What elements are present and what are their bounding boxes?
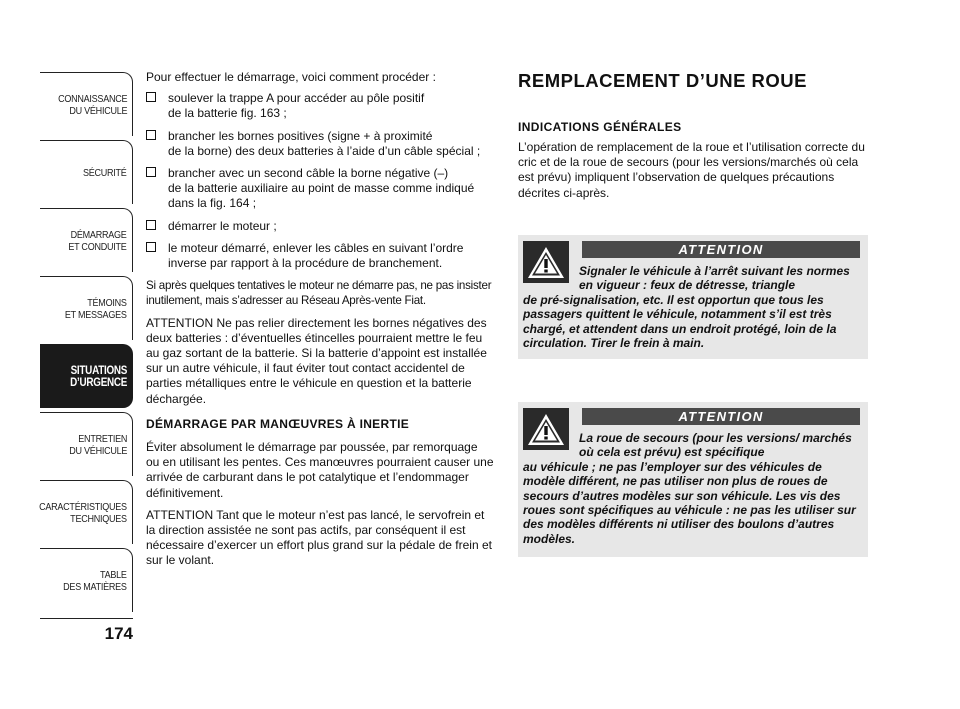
checkbox-bullet-icon <box>146 92 156 102</box>
tab-label: DU VÉHICULE <box>68 104 127 117</box>
tab-caracteristiques-techniques[interactable] <box>40 480 133 544</box>
tab-label: TÉMOINS <box>87 296 127 309</box>
warning-triangle-icon <box>523 241 569 283</box>
checkbox-bullet-icon <box>146 167 156 177</box>
warning-banner: ATTENTION <box>582 241 860 258</box>
tab-label: ENTRETIEN <box>77 432 127 445</box>
bullet-line: soulever la trappe A pour accéder au pôle positif <box>168 91 425 106</box>
left-column <box>146 70 494 576</box>
list-item <box>146 166 494 212</box>
tab-demarrage-conduite[interactable] <box>40 208 133 272</box>
list-item <box>146 241 494 271</box>
intro-text: Pour effectuer le démarrage, voici comment procéder : <box>146 70 436 84</box>
body-paragraph: Si après quelques tentatives le moteur ne démarre pas, ne pas insister inutilement, mais s’adresser au Réseau Après-vente Fiat. <box>146 279 492 308</box>
page-title: REMPLACEMENT D’UNE ROUE <box>518 70 808 91</box>
checkbox-bullet-icon <box>146 220 156 230</box>
warning-text-head: La roue de secours (pour les versions/ marchés où cela est prévu) est spécifique <box>579 431 852 460</box>
section-title: INDICATIONS GÉNÉRALES <box>518 120 682 134</box>
warning-banner: ATTENTION <box>582 408 860 425</box>
tab-situations-urgence[interactable] <box>40 344 133 408</box>
tab-label: TECHNIQUES <box>70 512 127 525</box>
tab-securite[interactable] <box>40 140 133 204</box>
bullet-line: de la batterie fig. 163 ; <box>168 106 287 121</box>
warning-triangle-icon <box>523 408 569 450</box>
tab-label: CONNAISSANCE <box>57 92 127 105</box>
warning-box <box>518 402 868 557</box>
section-text: L’opération de remplacement de la roue et l’utilisation correcte du cric et de la roue de secours (pour les versions/marchés où cela est prévu) impliquent l’observation de quelques précautions décrites ci-après. <box>518 140 865 200</box>
list-item <box>146 219 494 234</box>
warning-text-head: Signaler le véhicule à l’arrêt suivant les normes en vigueur : feux de détresse, triangle <box>579 264 850 293</box>
bullet-line: le moteur démarré, enlever les câbles en suivant l’ordre <box>168 240 464 255</box>
tab-table-matieres[interactable] <box>40 548 133 612</box>
tab-label: D’URGENCE <box>69 376 127 389</box>
body-paragraph: ATTENTION Tant que le moteur n’est pas lancé, le servofrein et la direction assistée ne sont pas actifs, par conséquent il est nécessaire d’exercer un effort plus grand sur la pédale de frein et sur le volant. <box>146 507 492 568</box>
checkbox-bullet-icon <box>146 130 156 140</box>
tab-temoins-messages[interactable] <box>40 276 133 340</box>
warning-text <box>523 431 860 546</box>
bullet-line: démarrer le moteur ; <box>168 218 277 233</box>
page-number: 174 <box>104 624 133 643</box>
list-item <box>146 91 494 121</box>
sidebar-divider <box>40 618 133 619</box>
right-column <box>518 70 868 201</box>
tab-connaissance-vehicule[interactable] <box>40 72 133 136</box>
tab-label: SÉCURITÉ <box>83 166 127 179</box>
tab-label: DU VÉHICULE <box>68 444 127 457</box>
body-paragraph: ATTENTION Ne pas relier directement les bornes négatives des deux batteries : d’éventuelles étincelles pourraient mettre le feu au gaz sortant de la batterie. Si la batterie d’appoint est installée sur un autre véhicule, il faut éviter tout contact accidentel de parties métalliques entre le véhicule en question et la batterie déchargée. <box>146 315 487 406</box>
tab-label: CARACTÉRISTIQUES <box>39 500 127 513</box>
bullet-line: de la batterie auxiliaire au point de masse comme indiqué dans la fig. 164 ; <box>168 181 475 211</box>
tab-label: SITUATIONS <box>70 364 127 377</box>
tab-label: DES MATIÈRES <box>63 580 127 593</box>
tab-entretien-vehicule[interactable] <box>40 412 133 476</box>
tab-label: DÉMARRAGE <box>70 228 127 241</box>
warning-text-rest: de pré-signalisation, etc. Il est opportun que tous les passagers quittent le véhicule, notamment s’il est très chargé, et attendent dans un endroit protégé, loin de la circulation. Tirer le frein à main. <box>523 292 837 351</box>
tab-label: TABLE <box>100 568 127 581</box>
section-subheading: DÉMARRAGE PAR MANŒUVRES À INERTIE <box>146 416 410 431</box>
checkbox-bullet-icon <box>146 242 156 252</box>
list-item <box>146 129 494 159</box>
warning-text <box>523 264 860 350</box>
bullet-line: brancher les bornes positives (signe + à proximité <box>168 128 433 143</box>
tab-label: ET MESSAGES <box>65 308 127 321</box>
body-paragraph: Éviter absolument le démarrage par poussée, par remorquage ou en utilisant les pentes. Ces manœuvres pourraient causer une arrivée de carburant dans le pot catalytique et l’endommager définitivement. <box>146 440 494 500</box>
bullet-line: brancher avec un second câble la borne négative (–) <box>168 166 449 181</box>
tab-label: ET CONDUITE <box>68 240 127 253</box>
warning-text-rest: au véhicule ; ne pas l’employer sur des véhicules de modèle différent, ne pas utiliser non plus de roues de secours d’autres modèles sur son véhicule. Les vis des roues sont spécifiques au véhicule : ne pas les utiliser sur des modèles différents ni utiliser des boulons d’autres modèles. <box>523 459 856 546</box>
bullet-line: de la borne) des deux batteries à l’aide d’un câble spécial ; <box>168 143 481 158</box>
warning-box <box>518 235 868 359</box>
bullet-line: inverse par rapport à la procédure de branchement. <box>168 256 443 271</box>
